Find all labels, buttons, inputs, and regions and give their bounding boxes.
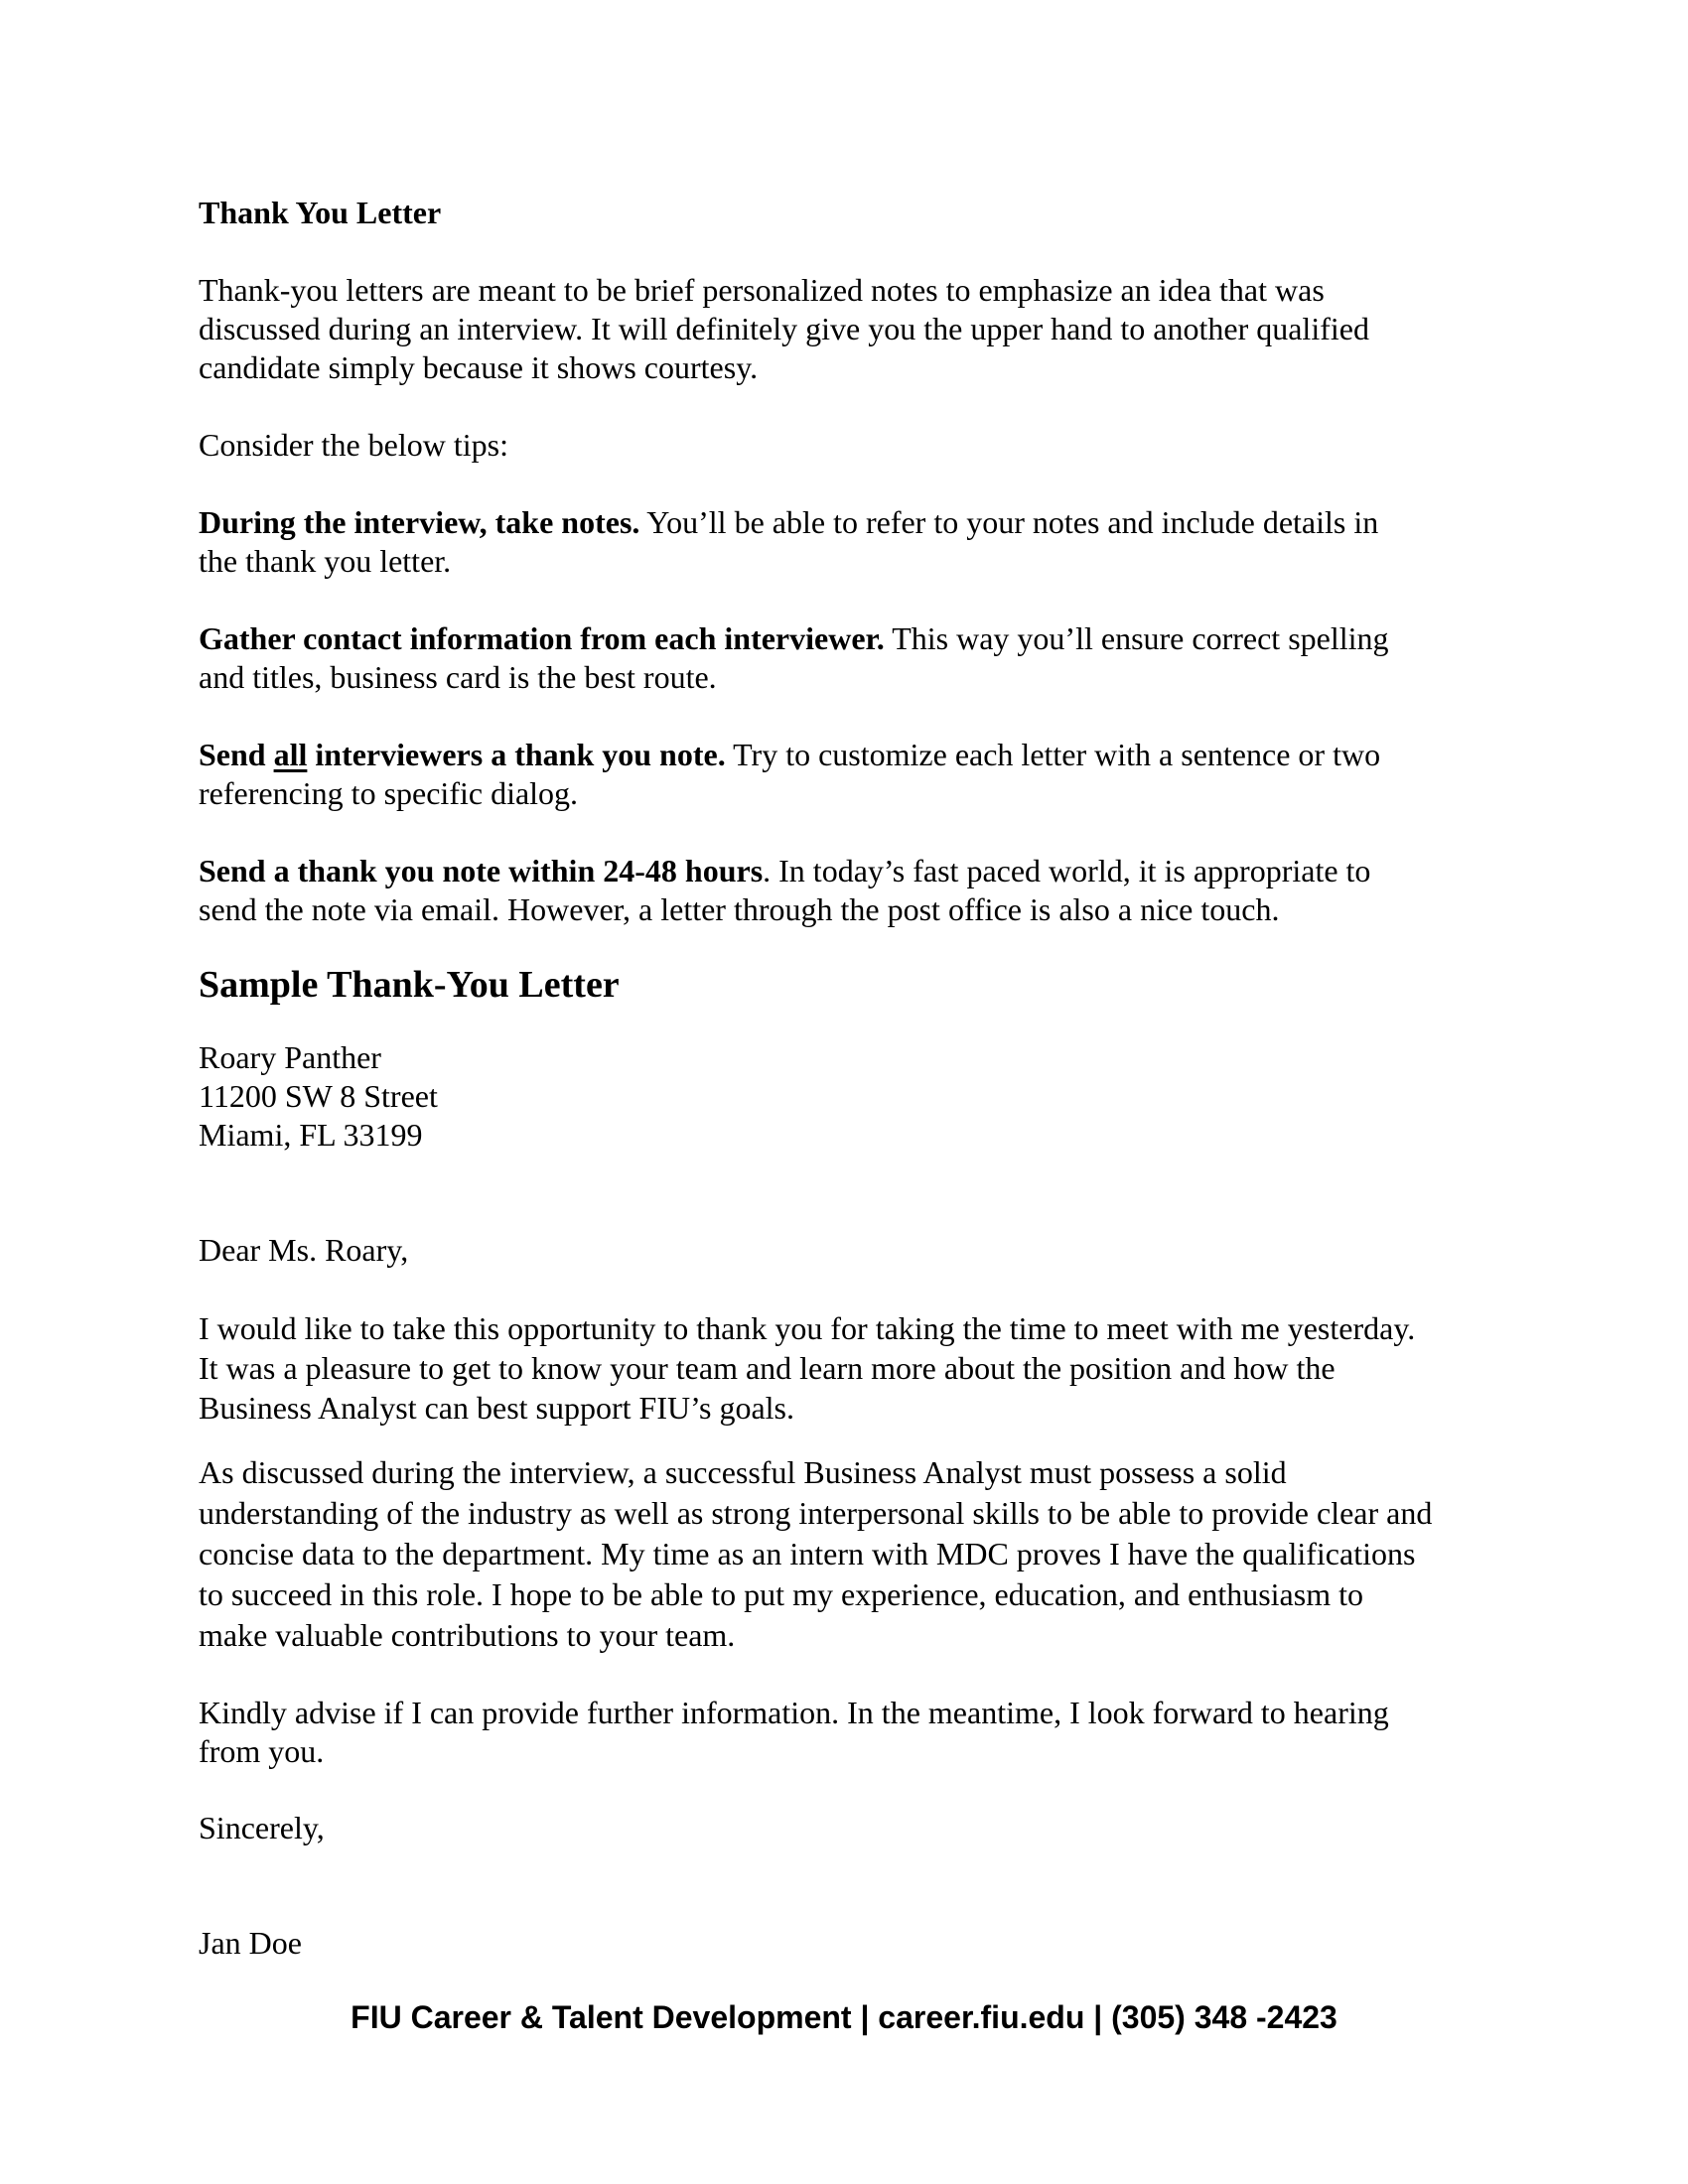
tip-heading xyxy=(199,737,726,772)
intro-paragraph xyxy=(199,271,1489,387)
intro-line: discussed during an interview. It will definitely give you the upper hand to another qualified xyxy=(199,311,1369,346)
tip-text: This way you’ll ensure correct spelling xyxy=(884,620,1389,656)
tip-line: and titles, business card is the best route. xyxy=(199,659,717,695)
tip-send-all xyxy=(199,736,1489,813)
address-city: Miami, FL 33199 xyxy=(199,1117,423,1153)
tip-line xyxy=(199,736,1489,774)
letter-line: concise data to the department. My time as an intern with MDC proves I have the qualifications xyxy=(199,1536,1416,1571)
tip-line: the thank you letter. xyxy=(199,543,452,579)
tip-timing xyxy=(199,852,1489,929)
tip-line: send the note via email. However, a letter through the post office is also a nice touch. xyxy=(199,891,1280,927)
letter-line: understanding of the industry as well as strong interpersonal skills to be able to provide clear and xyxy=(199,1495,1433,1531)
intro-line: Thank-you letters are meant to be brief personalized notes to emphasize an idea that was xyxy=(199,272,1325,308)
consider-text: Consider the below tips: xyxy=(199,427,508,463)
salutation: Dear Ms. Roary, xyxy=(199,1232,409,1268)
letter-line: I would like to take this opportunity to thank you for taking the time to meet with me yesterday. xyxy=(199,1310,1416,1346)
tip-line xyxy=(199,619,1489,658)
address-name: Roary Panther xyxy=(199,1039,381,1075)
letter-line: It was a pleasure to get to know your team and learn more about the position and how the xyxy=(199,1350,1336,1386)
signature: Jan Doe xyxy=(199,1925,302,1961)
page-title: Thank You Letter xyxy=(199,195,442,230)
tip-heading-underlined: all xyxy=(273,737,308,772)
tip-line xyxy=(199,852,1489,890)
tip-heading-part: Send xyxy=(199,737,274,772)
tip-take-notes xyxy=(199,503,1489,581)
sample-title: Sample Thank-You Letter xyxy=(199,964,620,1006)
page-footer: FIU Career & Talent Development | career.fiu.edu | (305) 348 -2423 xyxy=(351,1999,1337,2035)
tip-heading: Send a thank you note within 24-48 hours xyxy=(199,853,764,888)
letter-paragraph-1 xyxy=(199,1308,1489,1428)
letter-line: Business Analyst can best support FIU’s goals. xyxy=(199,1390,794,1426)
tip-contact-info xyxy=(199,619,1489,697)
tip-text: . In today’s fast paced world, it is appropriate to xyxy=(763,853,1371,888)
letter-line: As discussed during the interview, a successful Business Analyst must possess a solid xyxy=(199,1454,1287,1490)
letter-line: from you. xyxy=(199,1733,325,1769)
tip-line xyxy=(199,503,1489,542)
sender-address xyxy=(199,1038,1489,1155)
address-street: 11200 SW 8 Street xyxy=(199,1078,438,1114)
letter-paragraph-3 xyxy=(199,1694,1489,1771)
tip-text: You’ll be able to refer to your notes and include details in xyxy=(639,504,1379,540)
tip-heading: During the interview, take notes. xyxy=(199,504,640,540)
letter-line: Kindly advise if I can provide further information. In the meantime, I look forward to hearing xyxy=(199,1695,1389,1730)
tip-text: Try to customize each letter with a sentence or two xyxy=(725,737,1381,772)
letter-line: make valuable contributions to your team. xyxy=(199,1617,736,1653)
tip-heading: Gather contact information from each interviewer. xyxy=(199,620,885,656)
closing: Sincerely, xyxy=(199,1810,325,1845)
tip-heading-part: interviewers a thank you note. xyxy=(307,737,726,772)
document-body xyxy=(199,194,1489,1963)
intro-line: candidate simply because it shows courtesy. xyxy=(199,349,759,385)
letter-line: to succeed in this role. I hope to be able to put my experience, education, and enthusiasm to xyxy=(199,1576,1363,1612)
letter-paragraph-2 xyxy=(199,1452,1489,1656)
tip-line: referencing to specific dialog. xyxy=(199,775,579,811)
